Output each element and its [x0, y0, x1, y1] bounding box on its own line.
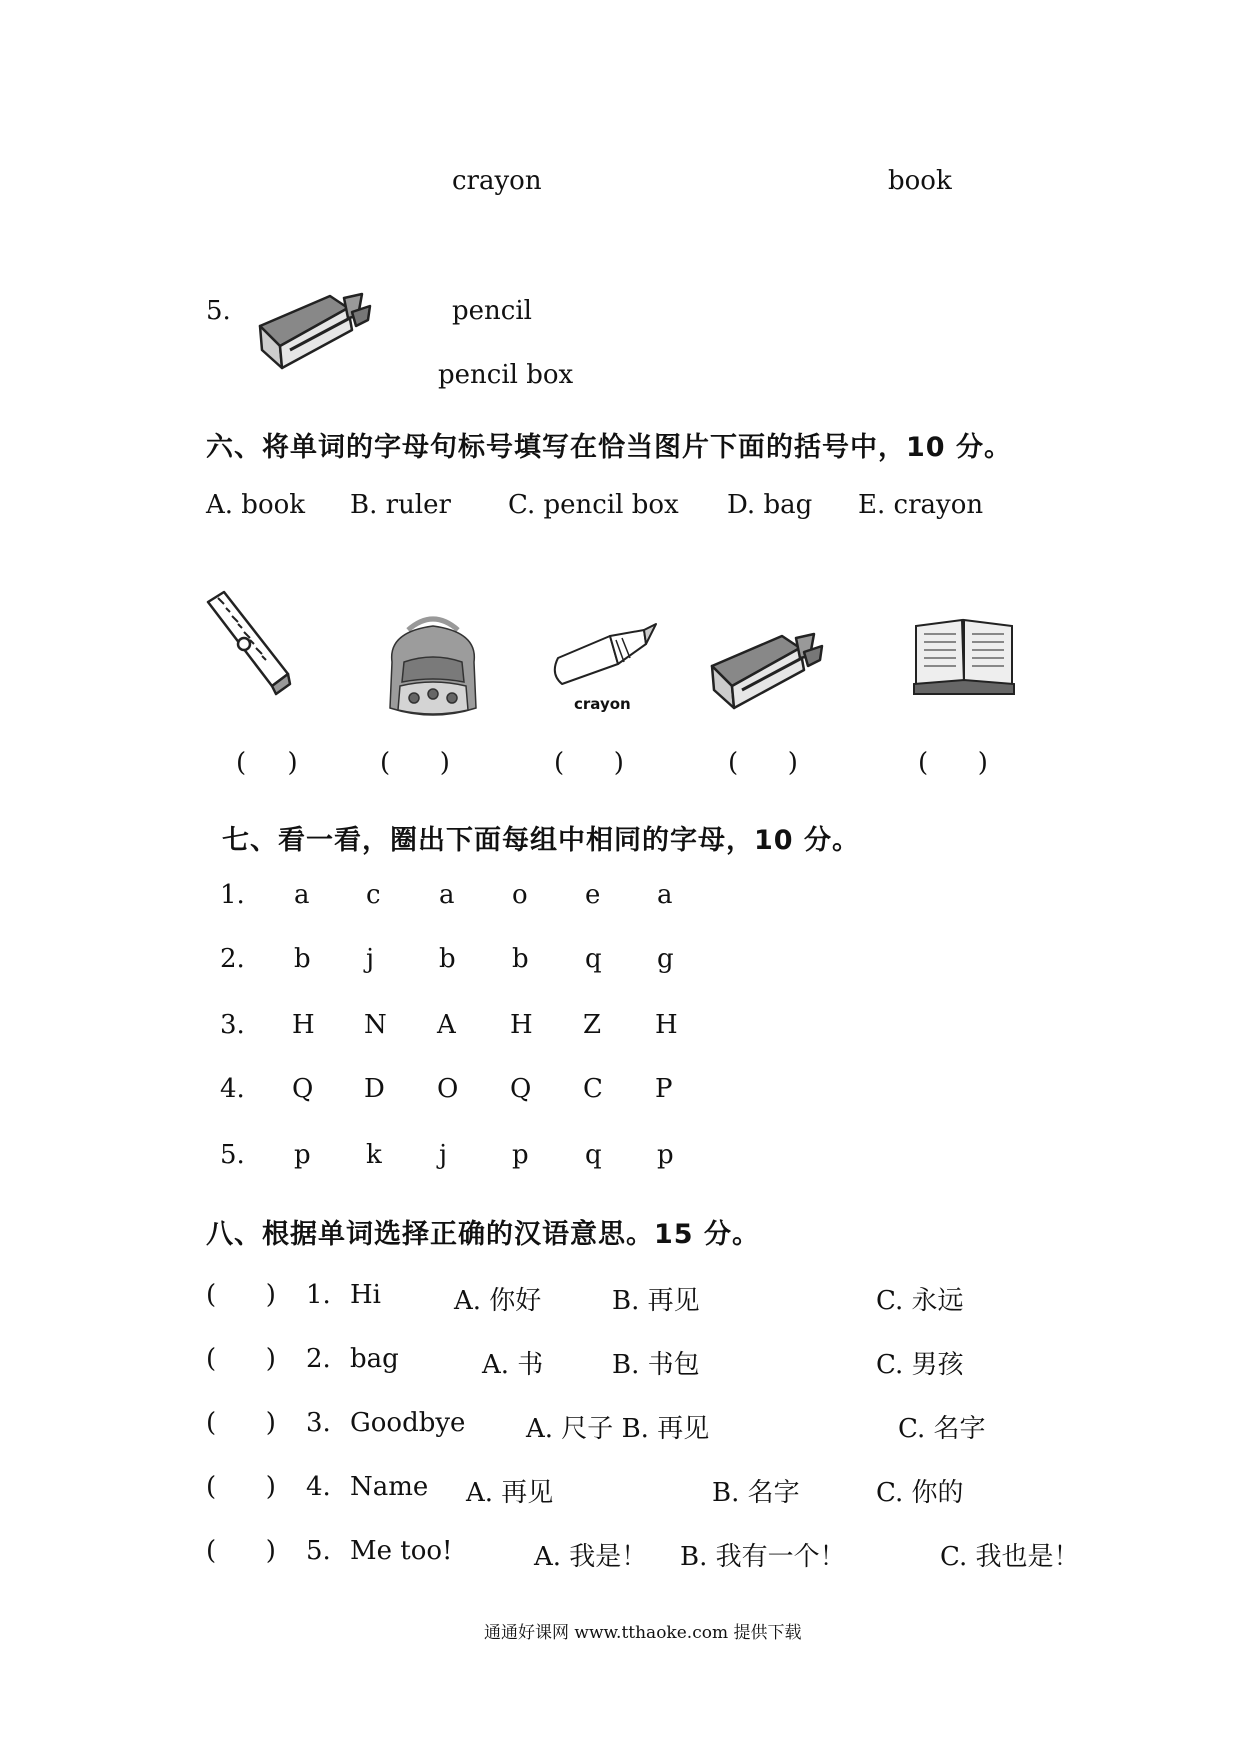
letter[interactable]: Q — [510, 1074, 532, 1104]
letter[interactable]: o — [512, 880, 528, 910]
answer-paren-2[interactable]: ( ) — [380, 748, 450, 778]
row-number: 4. — [220, 1074, 245, 1104]
pencil-box-image — [252, 288, 377, 378]
option-a[interactable]: A. 书 — [482, 1350, 544, 1380]
option-b[interactable]: B. 我有一个！ — [680, 1542, 846, 1572]
section6-option-e: E. crayon — [858, 490, 984, 520]
section8-heading: 八、根据单词选择正确的汉语意思。15 分。 — [206, 1219, 760, 1250]
letter[interactable]: b — [439, 944, 456, 974]
word-crayon: crayon — [452, 166, 542, 196]
question-word: Hi — [350, 1280, 381, 1310]
question-number: 5. — [306, 1536, 331, 1566]
section6-option-d: D. bag — [727, 490, 813, 520]
letter[interactable]: j — [366, 944, 375, 974]
option-a[interactable]: A. 再见 — [466, 1478, 554, 1508]
question-word: bag — [350, 1344, 399, 1374]
pencil-box-image-2 — [704, 628, 829, 718]
book-image — [912, 612, 1017, 697]
letter[interactable]: H — [510, 1010, 533, 1040]
crayon-image — [548, 618, 658, 693]
item5-number: 5. — [206, 296, 231, 326]
answer-paren-1[interactable]: ( ) — [236, 748, 298, 778]
answer-paren-3[interactable]: ( ) — [554, 748, 624, 778]
answer-paren-4[interactable]: ( ) — [728, 748, 798, 778]
letter[interactable]: O — [437, 1074, 459, 1104]
question-word: Name — [350, 1472, 429, 1502]
question-number: 4. — [306, 1472, 331, 1502]
letter[interactable]: q — [585, 944, 602, 974]
question-number: 3. — [306, 1408, 331, 1438]
letter[interactable]: P — [655, 1074, 673, 1104]
option-c[interactable]: C. 永远 — [876, 1286, 964, 1316]
answer-paren[interactable]: ( ) — [206, 1280, 276, 1310]
answer-paren[interactable]: ( ) — [206, 1472, 276, 1502]
letter[interactable]: H — [655, 1010, 678, 1040]
letter[interactable]: j — [439, 1140, 448, 1170]
letter[interactable]: a — [657, 880, 673, 910]
option-b[interactable]: B. 书包 — [612, 1350, 700, 1380]
letter[interactable]: N — [364, 1010, 387, 1040]
row-number: 1. — [220, 880, 245, 910]
crayon-caption: crayon — [574, 695, 631, 713]
option-c[interactable]: C. 你的 — [876, 1478, 964, 1508]
letter[interactable]: g — [657, 944, 674, 974]
item5-option-pencil-box: pencil box — [438, 360, 574, 390]
letter[interactable]: p — [512, 1140, 529, 1170]
answer-paren[interactable]: ( ) — [206, 1536, 276, 1566]
answer-paren-5[interactable]: ( ) — [918, 748, 988, 778]
letter[interactable]: D — [364, 1074, 385, 1104]
row-number: 2. — [220, 944, 245, 974]
letter[interactable]: q — [585, 1140, 602, 1170]
option-c[interactable]: C. 男孩 — [876, 1350, 964, 1380]
question-number: 2. — [306, 1344, 331, 1374]
option-a-b[interactable]: A. 尺子 B. 再见 — [526, 1414, 710, 1444]
letter[interactable]: Q — [292, 1074, 314, 1104]
answer-paren[interactable]: ( ) — [206, 1408, 276, 1438]
letter[interactable]: A — [437, 1010, 456, 1040]
option-b[interactable]: B. 再见 — [612, 1286, 700, 1316]
option-b[interactable]: B. 名字 — [712, 1478, 800, 1508]
letter[interactable]: H — [292, 1010, 315, 1040]
footer-text: 通通好课网 www.tthaoke.com 提供下载 — [484, 1623, 802, 1643]
ruler-image — [204, 588, 294, 698]
answer-paren[interactable]: ( ) — [206, 1344, 276, 1374]
option-a[interactable]: A. 你好 — [454, 1286, 542, 1316]
option-a[interactable]: A. 我是！ — [534, 1542, 648, 1572]
section7-heading: 七、看一看，圈出下面每组中相同的字母，10 分。 — [222, 825, 860, 856]
option-c[interactable]: C. 名字 — [898, 1414, 986, 1444]
section6-option-a: A. book — [206, 490, 306, 520]
option-c[interactable]: C. 我也是！ — [940, 1542, 1080, 1572]
letter[interactable]: k — [366, 1140, 382, 1170]
question-word: Me too! — [350, 1536, 453, 1566]
row-number: 5. — [220, 1140, 245, 1170]
letter[interactable]: a — [294, 880, 310, 910]
letter[interactable]: b — [512, 944, 529, 974]
section6-option-b: B. ruler — [350, 490, 451, 520]
letter[interactable]: Z — [583, 1010, 602, 1040]
question-number: 1. — [306, 1280, 331, 1310]
letter[interactable]: a — [439, 880, 455, 910]
letter[interactable]: C — [583, 1074, 603, 1104]
bag-image — [378, 612, 488, 722]
row-number: 3. — [220, 1010, 245, 1040]
section6-option-c: C. pencil box — [508, 490, 679, 520]
letter[interactable]: b — [294, 944, 311, 974]
section6-heading: 六、将单词的字母句标号填写在恰当图片下面的括号中，10 分。 — [206, 432, 1012, 463]
letter[interactable]: e — [585, 880, 601, 910]
word-book: book — [888, 166, 952, 196]
letter[interactable]: p — [657, 1140, 674, 1170]
letter[interactable]: p — [294, 1140, 311, 1170]
letter[interactable]: c — [366, 880, 381, 910]
question-word: Goodbye — [350, 1408, 466, 1438]
item5-option-pencil: pencil — [452, 296, 532, 326]
